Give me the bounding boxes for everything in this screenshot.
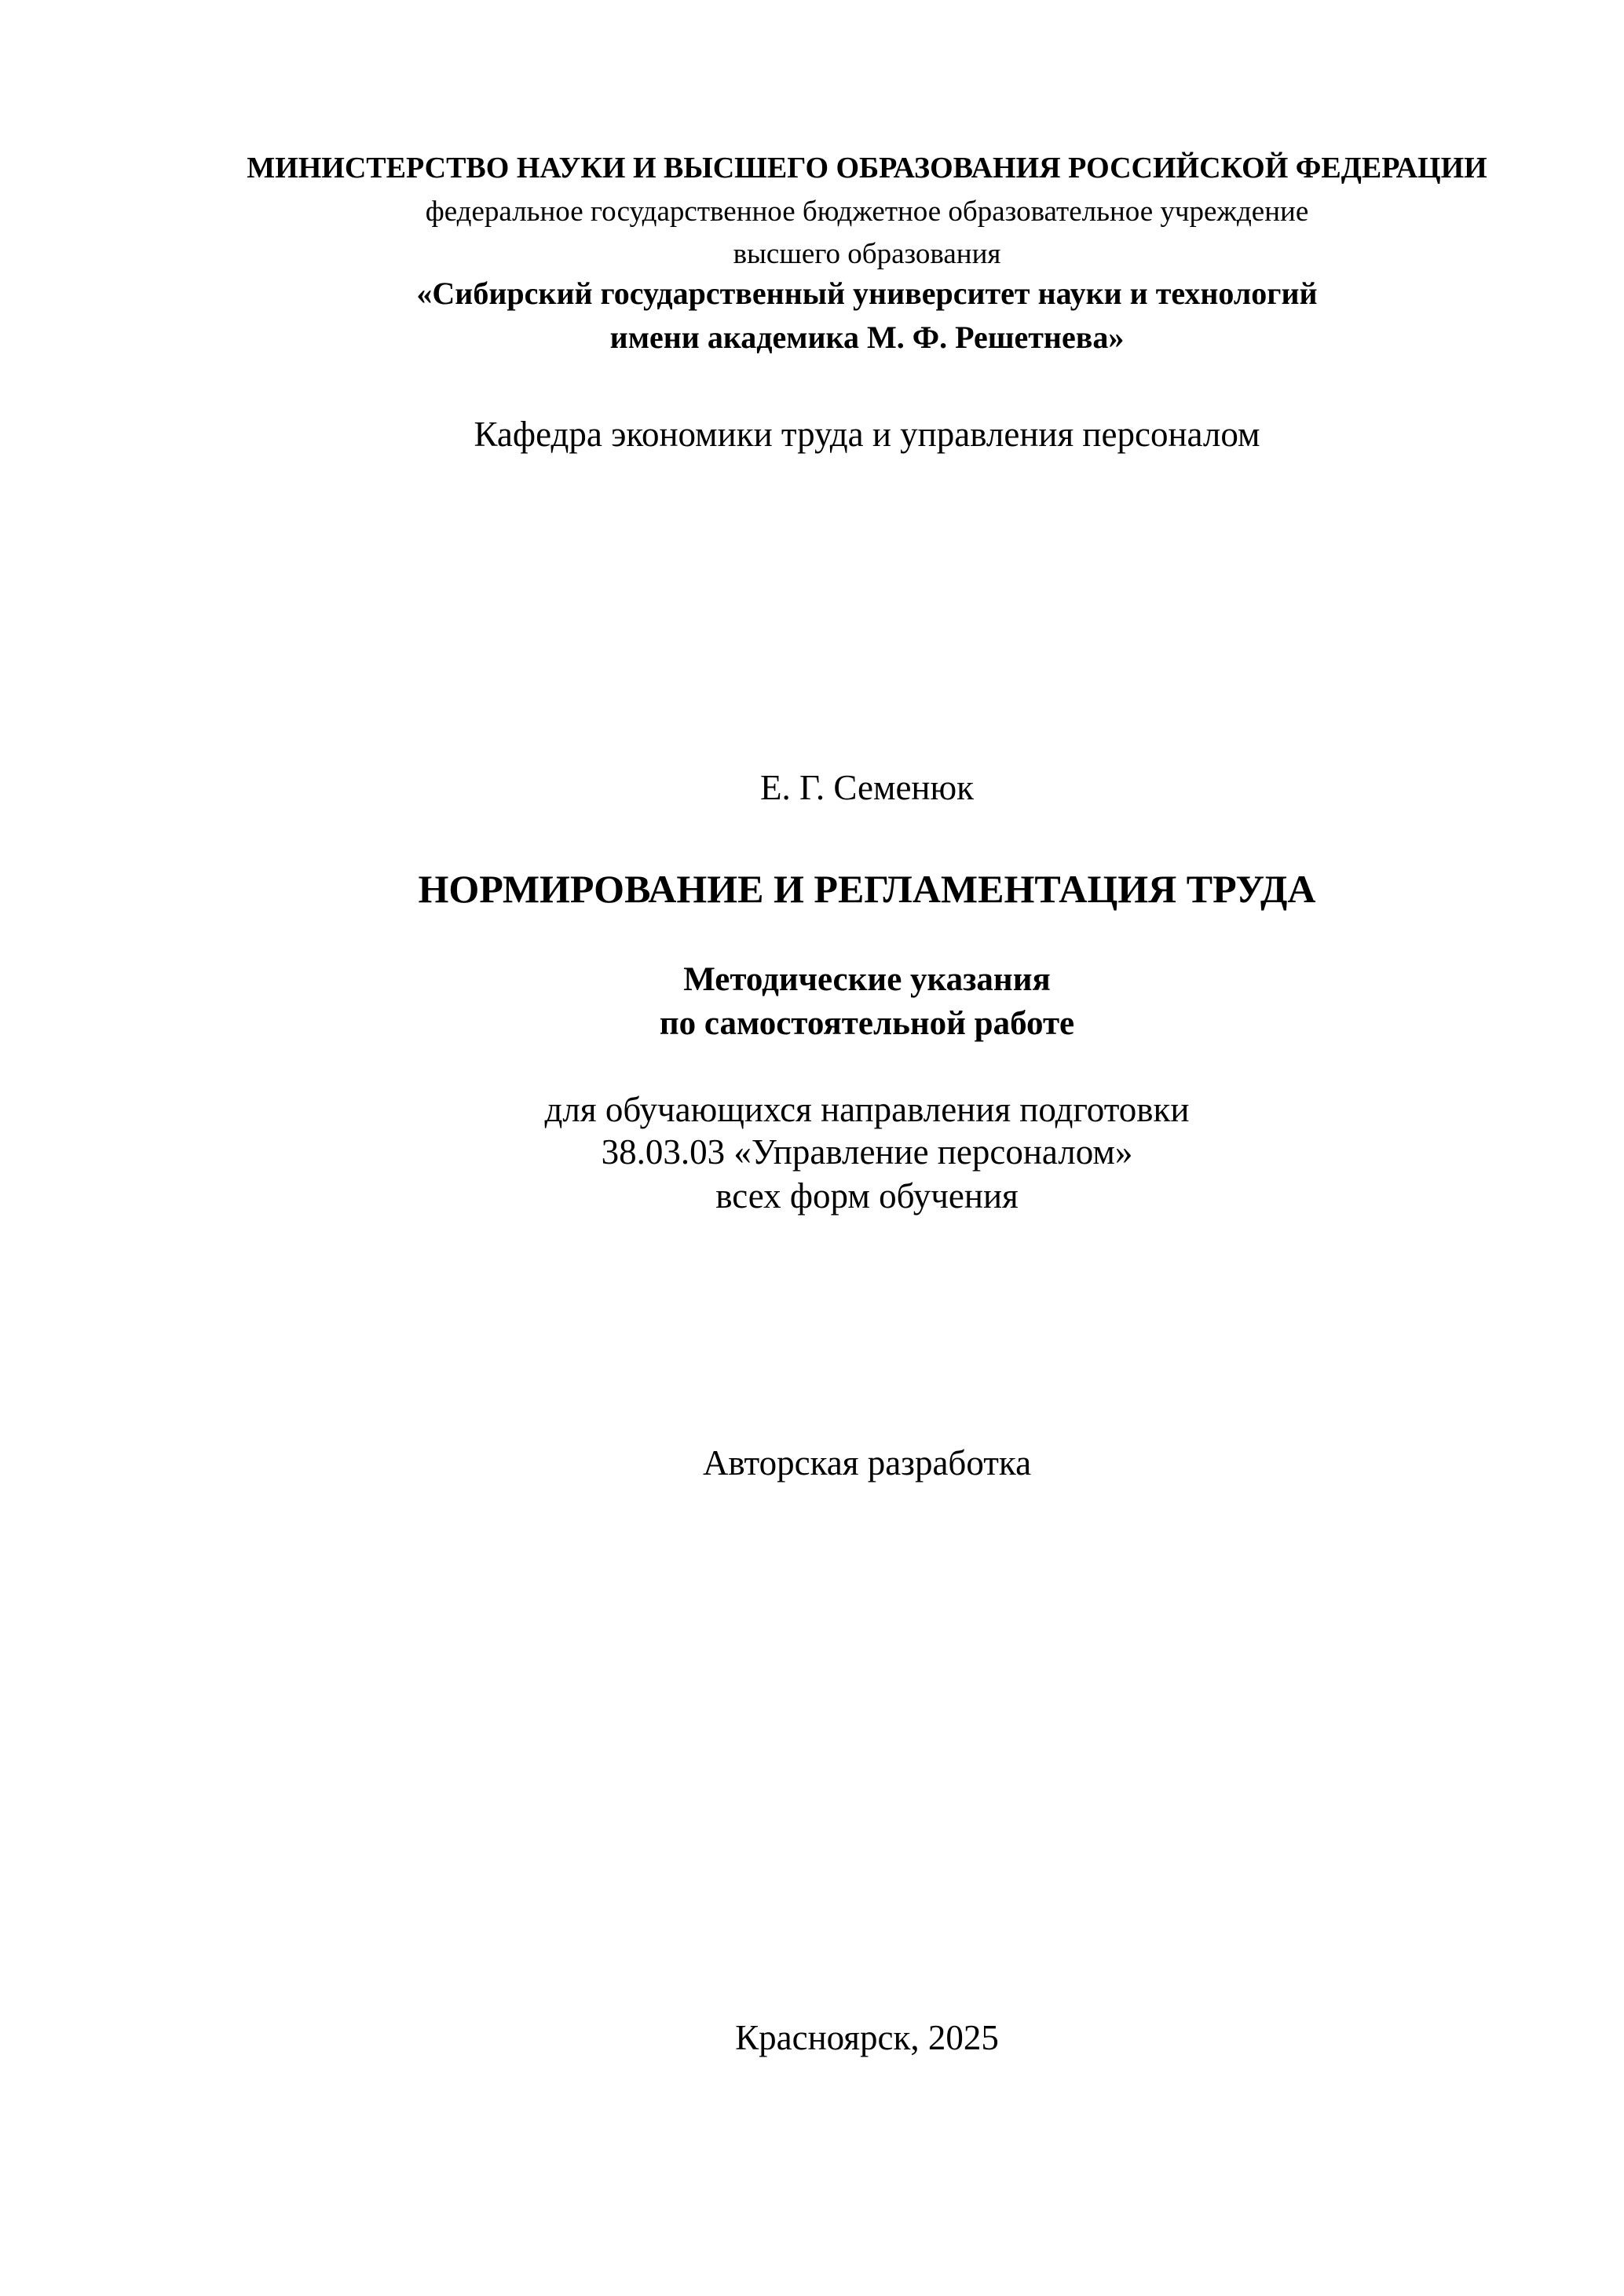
- institution-type-line-2: высшего образования: [733, 238, 1001, 270]
- ministry-heading: МИНИСТЕРСТВО НАУКИ И ВЫСШЕГО ОБРАЗОВАНИЯ РОССИЙСКОЙ ФЕДЕРАЦИИ: [247, 152, 1487, 185]
- audience-line-2: 38.03.03 «Управление персоналом»: [601, 1132, 1133, 1172]
- city-year: Красноярск, 2025: [735, 2018, 999, 2057]
- university-name-line-2: имени академика М. Ф. Решетнева»: [609, 320, 1125, 355]
- institution-type-line-1: федеральное государственное бюджетное образовательное учреждение: [425, 196, 1309, 228]
- document-title: НОРМИРОВАНИЕ И РЕГЛАМЕНТАЦИЯ ТРУДА: [418, 867, 1316, 911]
- department-name: Кафедра экономики труда и управления персоналом: [474, 415, 1260, 454]
- subtitle-line-1: Методические указания: [683, 961, 1051, 998]
- audience-line-3: всех форм обучения: [715, 1176, 1019, 1216]
- audience-line-1: для обучающихся направления подготовки: [544, 1090, 1190, 1129]
- author-name: Е. Г. Семенюк: [760, 768, 974, 807]
- university-name-line-1: «Сибирский государственный университет науки и технологий: [416, 276, 1318, 311]
- authored-note: Авторская разработка: [702, 1443, 1032, 1483]
- subtitle-line-2: по самостоятельной работе: [659, 1005, 1075, 1042]
